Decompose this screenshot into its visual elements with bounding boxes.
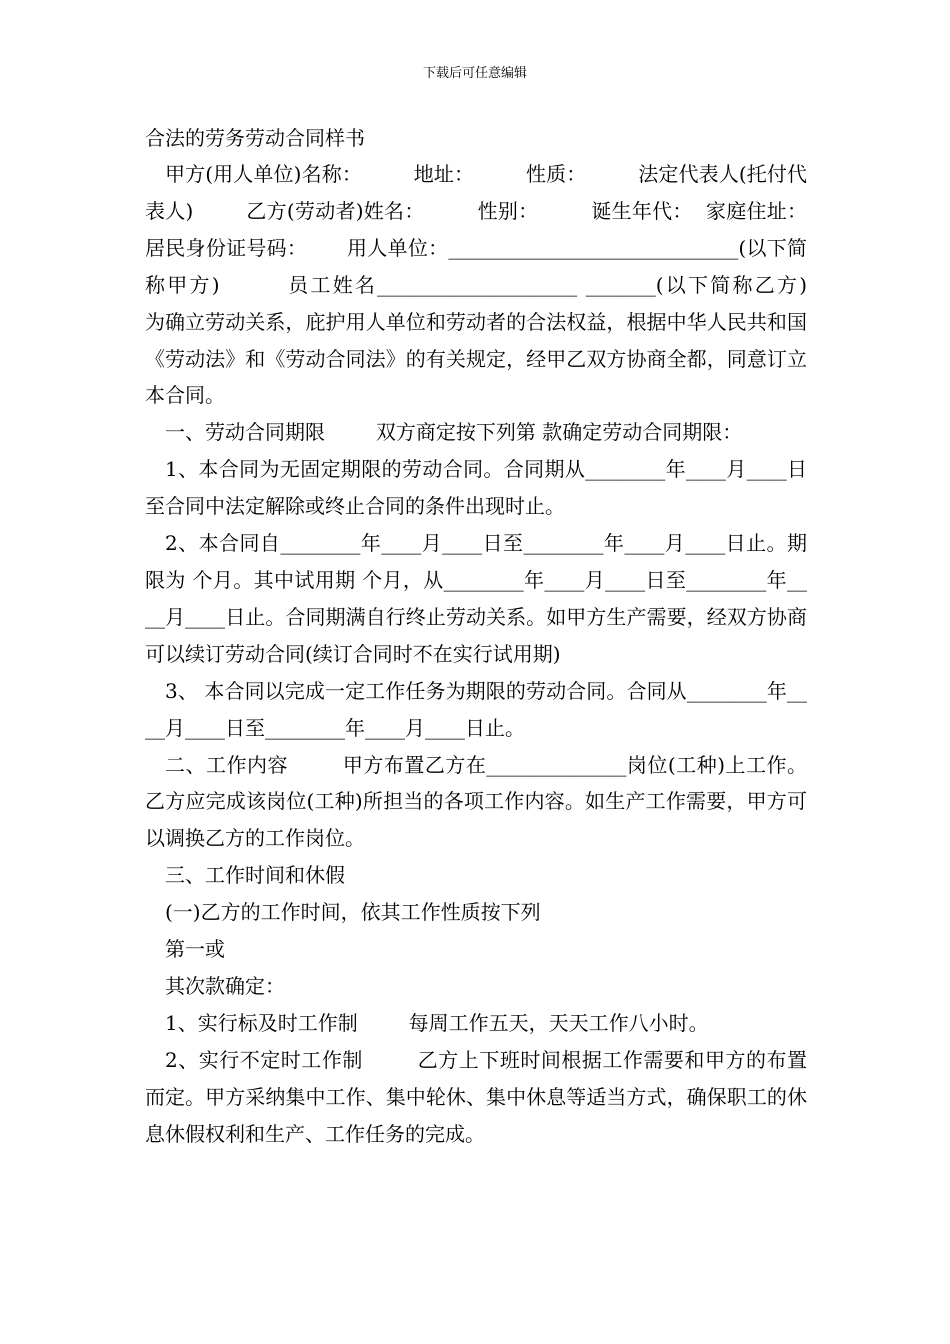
document-body (145, 120, 858, 1152)
paragraph-option-second: 其次款确定： (165, 973, 285, 998)
paragraph-standard-hours: 1、实行标及时工作制 每周工作五天，天天工作八小时。 (165, 1010, 709, 1035)
paragraph-term-option-2: 2、本合同自________年____月____日至________年____月____日止。期限为 个月。其中试用期 个月，从________年____月____日至________年____月____日止。合同期满自行终止劳动关系。如甲方生产需要，经双方协商可以续订劳动合同(续订合同时不在实行试用期) (145, 531, 807, 666)
page-header: 下载后可任意编辑 (422, 66, 527, 81)
paragraph-flexible-hours: 2、实行不定时工作制 乙方上下班时间根据工作需要和甲方的布置而定。甲方采纳集中工作、集中轮休、集中休息等适当方式，确保职工的休息休假权利和生产、工作任务的完成。 (145, 1047, 807, 1146)
document-title: 合法的劳务劳动合同样书 (145, 126, 365, 150)
paragraph-parties: 甲方(用人单位)名称： 地址： 性质： 法定代表人(托付代表人) 乙方(劳动者)姓名： 性别： 诞生年代： 家庭住址： 居民身份证号码： 用人单位：_____________________________(以下简称甲方) 员工姓名____________________ _______(以下简称乙方) 为确立劳动关系，庇护用人单位和劳动者的合法权益，根据中华人民共和国《劳动法》和《劳动合同法》的有关规定，经甲乙双方协商全都，同意订立本合同。 (145, 162, 858, 408)
paragraph-section-2-work-content: 二、工作内容 甲方布置乙方在______________岗位(工种)上工作。乙方应完成该岗位(工种)所担当的各项工作内容。如生产工作需要，甲方可以调换乙方的工作岗位。 (145, 752, 807, 851)
paragraph-term-option-1: 1、本合同为无固定期限的劳动合同。合同期从________年____月____日至合同中法定解除或终止合同的条件出现时止。 (145, 457, 807, 519)
paragraph-option-first: 第一或 (165, 937, 225, 962)
paragraph-section-3-heading: 三、工作时间和休假 (165, 863, 345, 888)
paragraph-section-1-heading: 一、劳动合同期限 双方商定按下列第 款确定劳动合同期限： (165, 420, 743, 445)
paragraph-term-option-3: 3、 本合同以完成一定工作任务为期限的劳动合同。合同从________年____月____日至________年____月____日止。 (145, 678, 807, 740)
paragraph-working-hours-intro: (一)乙方的工作时间，依其工作性质按下列 (165, 900, 541, 925)
